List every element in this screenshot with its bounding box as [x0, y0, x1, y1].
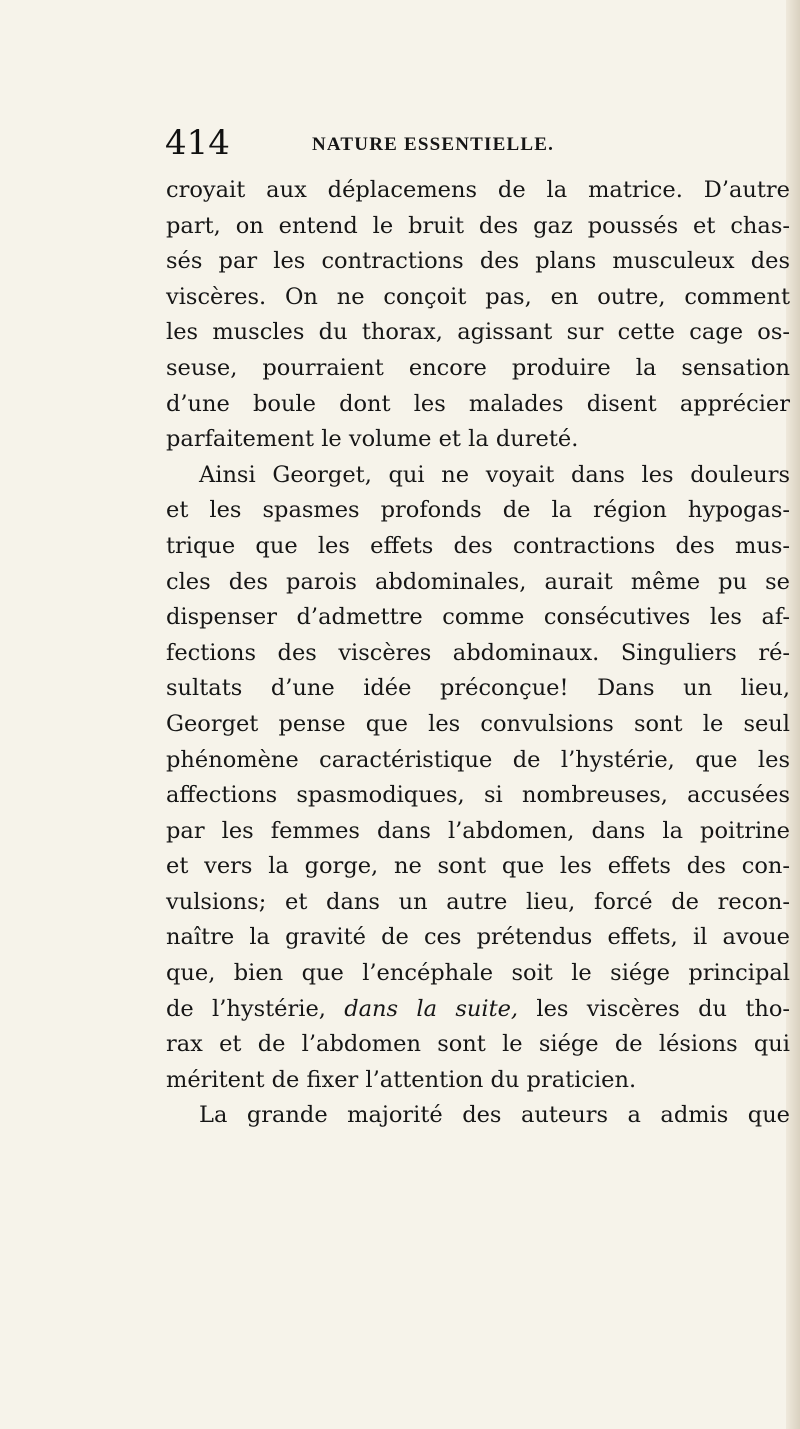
text-line: seuse, pourraient encore produire la sensation [166, 354, 790, 381]
text-line: par les femmes dans l’abdomen, dans la poitrine [166, 817, 790, 844]
text-line: croyait aux déplacemens de la matrice. D’autre [166, 177, 790, 203]
text-line: et les spasmes profonds de la région hypogas- [166, 497, 790, 524]
text-line: viscères. On ne conçoit pas, en outre, comment [166, 283, 790, 310]
text-line: que, bien que l’encéphale soit le siége principal [166, 960, 790, 987]
page-header [165, 123, 795, 163]
text-line: dispenser d’admettre comme consécutives les af- [166, 604, 790, 631]
text-line: La grande majorité des auteurs a admis que [199, 1102, 790, 1129]
body-text [166, 173, 796, 1134]
text-line: sultats d’une idée préconçue! Dans un lieu, [166, 675, 790, 702]
text-line: phénomène caractéristique de l’hystérie, que les [166, 746, 790, 773]
text-line: méritent de fixer l’attention du praticien. [166, 1066, 637, 1093]
text-segment: de l’hystérie, [166, 995, 345, 1022]
text-line: trique que les effets des contractions des mus- [166, 532, 790, 559]
text-line: Georget pense que les convulsions sont le seul [166, 710, 790, 737]
text-line: cles des parois abdominales, aurait même pu se [166, 568, 790, 595]
text-line: fections des viscères abdominaux. Singuliers ré- [166, 639, 790, 666]
text-line: et vers la gorge, ne sont que les effets des con- [166, 853, 790, 880]
text-line: affections spasmodiques, si nombreuses, accusées [166, 782, 790, 809]
text-segment: les viscères du tho- [518, 995, 790, 1022]
text-line: vulsions; et dans un autre lieu, forcé de recon- [166, 888, 790, 915]
text-line-with-italic [166, 992, 790, 1028]
text-line: sés par les contractions des plans musculeux des [166, 248, 790, 275]
text-line: les muscles du thorax, agissant sur cette cage os- [166, 319, 790, 346]
running-title: NATURE ESSENTIELLE. [312, 134, 555, 155]
text-line: rax et de l’abdomen sont le siége de lésions qui [166, 1031, 790, 1058]
text-line: parfaitement le volume et la dureté. [166, 426, 579, 453]
text-line: d’une boule dont les malades disent apprécier [166, 390, 790, 417]
text-line: naître la gravité de ces prétendus effets, il avoue [166, 924, 790, 951]
page-number: 414 [165, 123, 230, 163]
text-line: part, on entend le bruit des gaz poussés et chas- [166, 212, 790, 239]
italic-segment: dans la suite, [344, 995, 519, 1022]
text-line: Ainsi Georget, qui ne voyait dans les douleurs [199, 461, 790, 488]
